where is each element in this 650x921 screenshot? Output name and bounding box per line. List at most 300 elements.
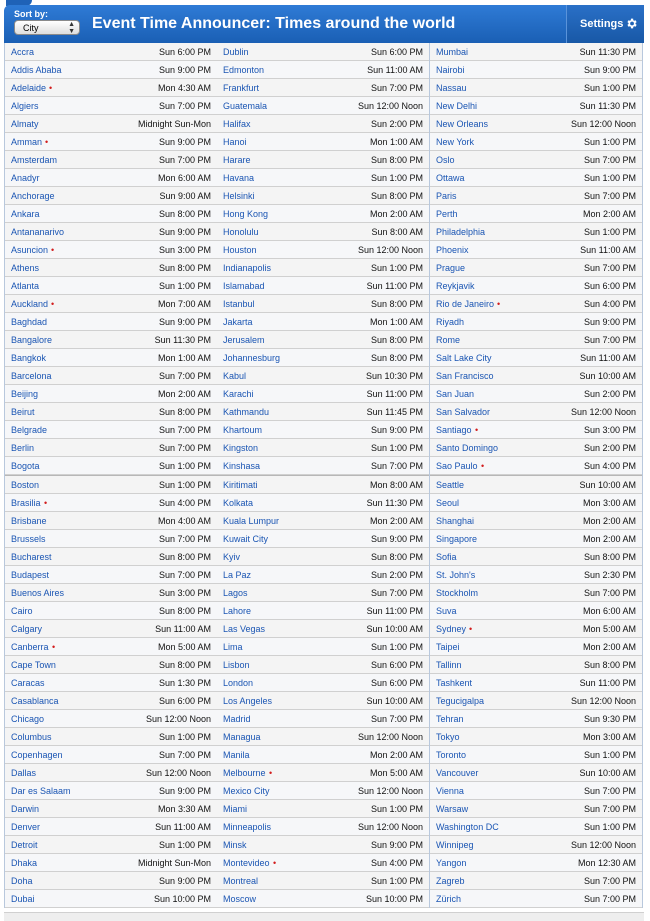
city-row xyxy=(5,512,217,530)
city-link[interactable]: Budapest xyxy=(11,570,50,580)
city-row xyxy=(217,241,429,259)
city-link[interactable]: Columbus xyxy=(11,732,52,742)
city-link[interactable]: Cairo xyxy=(11,606,33,616)
city-time: Sun 12:00 Noon xyxy=(570,119,636,129)
city-link[interactable]: Cape Town xyxy=(11,660,56,670)
city-time: Sun 4:00 PM xyxy=(158,498,211,508)
city-link[interactable]: Nassau xyxy=(436,83,467,93)
city-row xyxy=(217,890,429,908)
city-link[interactable]: Perth xyxy=(436,209,458,219)
city-link[interactable]: Berlin xyxy=(11,443,35,453)
city-row xyxy=(430,602,642,620)
city-link[interactable]: Yangon xyxy=(436,858,467,868)
city-link[interactable]: Jakarta xyxy=(223,317,253,327)
city-link[interactable]: Hanoi xyxy=(223,137,247,147)
city-time: Sun 7:00 PM xyxy=(583,263,636,273)
city-link[interactable]: Salt Lake City xyxy=(436,353,492,363)
dst-marker-icon: • xyxy=(269,768,273,778)
city-time: Sun 6:00 PM xyxy=(370,660,423,670)
city-time: Sun 10:00 AM xyxy=(579,768,636,778)
city-link[interactable]: Sao Paulo xyxy=(436,461,478,471)
city-time: Mon 2:00 AM xyxy=(582,642,636,652)
city-row xyxy=(217,385,429,403)
settings-button[interactable] xyxy=(566,5,644,43)
city-time: Sun 6:00 PM xyxy=(158,696,211,706)
city-row xyxy=(430,656,642,674)
city-time: Sun 4:00 PM xyxy=(583,299,636,309)
city-link[interactable]: Addis Ababa xyxy=(11,65,62,75)
city-time: Mon 2:00 AM xyxy=(582,516,636,526)
city-time: Sun 12:00 Noon xyxy=(357,786,423,796)
city-link[interactable]: Karachi xyxy=(223,389,254,399)
city-link[interactable]: Phoenix xyxy=(436,245,469,255)
city-time: Sun 1:00 PM xyxy=(158,732,211,742)
city-time: Sun 7:00 PM xyxy=(158,101,211,111)
city-time: Sun 7:00 PM xyxy=(370,461,423,471)
city-row xyxy=(430,584,642,602)
city-link[interactable]: Detroit xyxy=(11,840,38,850)
city-row xyxy=(217,530,429,548)
city-link[interactable]: Tashkent xyxy=(436,678,473,688)
city-row xyxy=(5,890,217,908)
city-link[interactable]: Oslo xyxy=(436,155,455,165)
city-time: Sun 8:00 AM xyxy=(371,227,423,237)
city-link[interactable]: Anchorage xyxy=(11,191,55,201)
city-link[interactable]: Zürich xyxy=(436,894,462,904)
city-link[interactable]: Toronto xyxy=(436,750,467,760)
city-link[interactable]: Ankara xyxy=(11,209,40,219)
city-time: Sun 7:00 PM xyxy=(583,894,636,904)
city-link[interactable]: Stockholm xyxy=(436,588,479,598)
city-row xyxy=(217,259,429,277)
city-link[interactable]: Kinshasa xyxy=(223,461,261,471)
city-row xyxy=(5,494,217,512)
city-row xyxy=(430,439,642,457)
city-link[interactable]: Hong Kong xyxy=(223,209,269,219)
city-link[interactable]: Auckland xyxy=(11,299,49,309)
city-link[interactable]: Atlanta xyxy=(11,281,40,291)
city-link[interactable]: Amsterdam xyxy=(11,155,58,165)
city-row xyxy=(430,295,642,313)
city-time: Mon 6:00 AM xyxy=(582,606,636,616)
city-link[interactable]: Brussels xyxy=(11,534,46,544)
city-link[interactable]: Johannesburg xyxy=(223,353,281,363)
city-link[interactable]: Frankfurt xyxy=(223,83,260,93)
city-link[interactable]: Kingston xyxy=(223,443,259,453)
city-link[interactable]: Madrid xyxy=(223,714,251,724)
city-link[interactable]: London xyxy=(223,678,254,688)
city-link[interactable]: Moscow xyxy=(223,894,257,904)
city-link[interactable]: Taipei xyxy=(436,642,460,652)
city-link[interactable]: Edmonton xyxy=(223,65,265,75)
city-row xyxy=(430,331,642,349)
city-link[interactable]: Caracas xyxy=(11,678,45,688)
city-link[interactable]: Algiers xyxy=(11,101,39,111)
city-link[interactable]: Denver xyxy=(11,822,41,832)
city-row xyxy=(430,548,642,566)
city-link[interactable]: Santo Domingo xyxy=(436,443,499,453)
city-link[interactable]: Beijing xyxy=(11,389,39,399)
city-link[interactable]: New Orleans xyxy=(436,119,489,129)
city-link[interactable]: Reykjavik xyxy=(436,281,475,291)
city-time: Sun 2:00 PM xyxy=(370,119,423,129)
city-link[interactable]: Kiritimati xyxy=(223,480,258,490)
city-time: Sun 1:00 PM xyxy=(370,804,423,814)
city-row xyxy=(217,800,429,818)
city-time: Mon 3:00 AM xyxy=(582,732,636,742)
city-link[interactable]: Brisbane xyxy=(11,516,47,526)
city-link[interactable]: Beirut xyxy=(11,407,35,417)
city-row xyxy=(217,97,429,115)
dst-marker-icon: • xyxy=(52,642,56,652)
city-row xyxy=(5,205,217,223)
city-link[interactable]: Montevideo xyxy=(223,858,270,868)
city-link[interactable]: Kathmandu xyxy=(223,407,270,417)
city-link[interactable]: Bogota xyxy=(11,461,40,471)
city-row xyxy=(5,457,217,475)
city-time: Sun 7:00 PM xyxy=(583,335,636,345)
city-link[interactable]: La Paz xyxy=(223,570,252,580)
city-row xyxy=(217,836,429,854)
city-row xyxy=(5,133,217,151)
city-link[interactable]: Jerusalem xyxy=(223,335,265,345)
city-link[interactable]: Halifax xyxy=(223,119,251,129)
city-link[interactable]: Belgrade xyxy=(11,425,48,435)
city-time: Sun 7:00 PM xyxy=(158,750,211,760)
city-link[interactable]: Guatemala xyxy=(223,101,268,111)
city-row xyxy=(430,782,642,800)
city-time: Sun 1:00 PM xyxy=(370,642,423,652)
city-link[interactable]: Paris xyxy=(436,191,457,201)
city-link[interactable]: Anadyr xyxy=(11,173,40,183)
city-column-3 xyxy=(430,43,643,908)
city-link[interactable]: Kuwait City xyxy=(223,534,269,544)
city-row xyxy=(217,457,429,475)
city-row xyxy=(5,367,217,385)
city-link[interactable]: Mexico City xyxy=(223,786,270,796)
city-time: Sun 1:00 PM xyxy=(158,480,211,490)
city-row xyxy=(5,259,217,277)
city-link[interactable]: Dallas xyxy=(11,768,37,778)
city-time: Sun 6:00 PM xyxy=(158,47,211,57)
city-row xyxy=(5,475,217,494)
city-time: Sun 1:00 PM xyxy=(370,263,423,273)
city-row xyxy=(5,800,217,818)
city-link[interactable]: Baghdad xyxy=(11,317,48,327)
city-link[interactable]: Tallinn xyxy=(436,660,462,670)
city-link[interactable]: Vancouver xyxy=(436,768,479,778)
city-row xyxy=(5,836,217,854)
city-time: Sun 1:00 PM xyxy=(583,83,636,93)
city-row xyxy=(217,656,429,674)
city-link[interactable]: Dublin xyxy=(223,47,249,57)
city-row xyxy=(5,349,217,367)
city-time: Sun 9:00 PM xyxy=(370,425,423,435)
city-link[interactable]: Houston xyxy=(223,245,257,255)
city-row xyxy=(430,259,642,277)
city-link[interactable]: Riyadh xyxy=(436,317,465,327)
city-link[interactable]: Bucharest xyxy=(11,552,52,562)
city-time: Sun 12:00 Noon xyxy=(357,732,423,742)
city-link[interactable]: Darwin xyxy=(11,804,40,814)
city-row xyxy=(430,313,642,331)
city-link[interactable]: Lahore xyxy=(223,606,252,616)
city-time: Sun 11:30 PM xyxy=(366,498,423,508)
city-row xyxy=(217,548,429,566)
city-row xyxy=(430,728,642,746)
city-link[interactable]: Suva xyxy=(436,606,457,616)
city-row xyxy=(430,187,642,205)
city-link[interactable]: Helsinki xyxy=(223,191,255,201)
city-row xyxy=(217,61,429,79)
city-link[interactable]: Bangalore xyxy=(11,335,53,345)
city-link[interactable]: Shanghai xyxy=(436,516,475,526)
city-link[interactable]: Copenhagen xyxy=(11,750,63,760)
city-link[interactable]: Lagos xyxy=(223,588,248,598)
city-time: Sun 12:00 Noon xyxy=(570,840,636,850)
city-link[interactable]: Doha xyxy=(11,876,33,886)
city-link[interactable]: Adelaide xyxy=(11,83,47,93)
city-link[interactable]: Miami xyxy=(223,804,247,814)
city-link[interactable]: San Francisco xyxy=(436,371,494,381)
city-link[interactable]: Lisbon xyxy=(223,660,250,670)
city-link[interactable]: Seattle xyxy=(436,480,465,490)
city-link[interactable]: Calgary xyxy=(11,624,43,634)
city-link[interactable]: Santiago xyxy=(436,425,472,435)
city-link[interactable]: Havana xyxy=(223,173,255,183)
city-time: Mon 2:00 AM xyxy=(369,209,423,219)
city-link[interactable]: Istanbul xyxy=(223,299,255,309)
city-link[interactable]: San Juan xyxy=(436,389,475,399)
city-link[interactable]: Zagreb xyxy=(436,876,465,886)
city-time: Mon 1:00 AM xyxy=(369,137,423,147)
world-times-grid xyxy=(4,43,644,913)
city-link[interactable]: Barcelona xyxy=(11,371,52,381)
city-time: Sun 10:30 PM xyxy=(365,371,423,381)
dst-marker-icon: • xyxy=(469,624,473,634)
city-row xyxy=(217,728,429,746)
city-time: Sun 10:00 AM xyxy=(579,371,636,381)
city-link[interactable]: Philadelphia xyxy=(436,227,486,237)
city-time: Mon 7:00 AM xyxy=(157,299,211,309)
city-time: Sun 11:45 PM xyxy=(366,407,423,417)
city-link[interactable]: Boston xyxy=(11,480,40,490)
city-time: Mon 2:00 AM xyxy=(157,389,211,399)
city-row xyxy=(5,421,217,439)
city-row xyxy=(217,638,429,656)
city-link[interactable]: New York xyxy=(436,137,475,147)
city-link[interactable]: Buenos Aires xyxy=(11,588,65,598)
city-row xyxy=(5,530,217,548)
city-time: Sun 10:00 AM xyxy=(366,624,423,634)
city-time: Mon 3:30 AM xyxy=(157,804,211,814)
page-title: Event Time Announcer: Times around the world xyxy=(92,15,456,32)
city-time: Sun 7:00 PM xyxy=(583,804,636,814)
city-link[interactable]: Dhaka xyxy=(11,858,38,868)
city-time: Sun 1:00 PM xyxy=(370,876,423,886)
city-link[interactable]: Canberra xyxy=(11,642,49,652)
city-link[interactable]: Minneapolis xyxy=(223,822,272,832)
city-link[interactable]: Athens xyxy=(11,263,40,273)
city-link[interactable]: Manila xyxy=(223,750,250,760)
city-link[interactable]: Asuncion xyxy=(11,245,49,255)
city-time: Sun 11:00 AM xyxy=(155,822,211,832)
city-row xyxy=(5,169,217,187)
city-time: Sun 8:00 PM xyxy=(158,606,211,616)
city-link[interactable]: Tegucigalpa xyxy=(436,696,485,706)
city-time: Sun 8:00 PM xyxy=(158,263,211,273)
city-row xyxy=(5,97,217,115)
city-row xyxy=(217,818,429,836)
city-link[interactable]: Accra xyxy=(11,47,35,57)
city-time: Sun 9:00 PM xyxy=(158,786,211,796)
city-row xyxy=(5,692,217,710)
city-row xyxy=(430,43,642,61)
city-link[interactable]: Dubai xyxy=(11,894,35,904)
city-link[interactable]: Amman xyxy=(11,137,43,147)
city-link[interactable]: Antananarivo xyxy=(11,227,65,237)
city-link[interactable]: Singapore xyxy=(436,534,478,544)
city-link[interactable]: Islamabad xyxy=(223,281,265,291)
city-row xyxy=(430,638,642,656)
city-time: Sun 6:00 PM xyxy=(370,47,423,57)
city-link[interactable]: Los Angeles xyxy=(223,696,273,706)
city-row xyxy=(217,746,429,764)
city-link[interactable]: Winnipeg xyxy=(436,840,474,850)
city-time: Sun 6:00 PM xyxy=(370,678,423,688)
city-time: Midnight Sun-Mon xyxy=(137,119,211,129)
city-time: Mon 4:00 AM xyxy=(157,516,211,526)
city-time: Sun 7:00 PM xyxy=(158,570,211,580)
city-time: Sun 2:30 PM xyxy=(583,570,636,580)
city-row xyxy=(430,115,642,133)
city-row xyxy=(430,746,642,764)
city-link[interactable]: Vienna xyxy=(436,786,464,796)
city-row xyxy=(430,692,642,710)
sort-label: Sort by: xyxy=(14,9,49,19)
city-link[interactable]: Managua xyxy=(223,732,261,742)
city-time: Sun 7:00 PM xyxy=(158,534,211,544)
city-row xyxy=(217,710,429,728)
city-row xyxy=(217,367,429,385)
city-link[interactable]: Harare xyxy=(223,155,251,165)
city-link[interactable]: Seoul xyxy=(436,498,460,508)
city-link[interactable]: Kuala Lumpur xyxy=(223,516,280,526)
city-time: Sun 12:00 Noon xyxy=(145,714,211,724)
city-time: Mon 2:00 AM xyxy=(369,750,423,760)
city-link[interactable]: Minsk xyxy=(223,840,247,850)
city-row xyxy=(217,43,429,61)
city-time: Sun 8:00 PM xyxy=(583,660,636,670)
city-row xyxy=(430,385,642,403)
city-link[interactable]: Indianapolis xyxy=(223,263,272,273)
city-link[interactable]: St. John's xyxy=(436,570,476,580)
city-link[interactable]: Tehran xyxy=(436,714,464,724)
city-row xyxy=(217,439,429,457)
city-link[interactable]: Rio de Janeiro xyxy=(436,299,495,309)
city-link[interactable]: Honolulu xyxy=(223,227,259,237)
city-row xyxy=(430,512,642,530)
city-row xyxy=(5,620,217,638)
city-link[interactable]: Mumbai xyxy=(436,47,469,57)
city-row xyxy=(5,331,217,349)
city-row xyxy=(430,241,642,259)
city-link[interactable]: Rome xyxy=(436,335,461,345)
city-row xyxy=(430,674,642,692)
city-link[interactable]: Dar es Salaam xyxy=(11,786,71,796)
city-row xyxy=(430,475,642,494)
dst-marker-icon: • xyxy=(481,461,485,471)
city-column-1 xyxy=(4,43,218,908)
city-link[interactable]: Kabul xyxy=(223,371,247,381)
city-link[interactable]: Sydney xyxy=(436,624,467,634)
city-link[interactable]: New Delhi xyxy=(436,101,478,111)
city-link[interactable]: Almaty xyxy=(11,119,39,129)
city-row xyxy=(5,764,217,782)
city-time: Sun 9:00 PM xyxy=(158,227,211,237)
city-row xyxy=(217,872,429,890)
city-link[interactable]: Ottawa xyxy=(436,173,465,183)
city-link[interactable]: Montreal xyxy=(223,876,259,886)
sort-select[interactable] xyxy=(14,20,80,35)
city-link[interactable]: Prague xyxy=(436,263,466,273)
city-time: Sun 10:00 PM xyxy=(153,894,211,904)
city-time: Sun 12:00 Noon xyxy=(570,407,636,417)
city-time: Mon 1:00 AM xyxy=(157,353,211,363)
city-link[interactable]: Melbourne xyxy=(223,768,266,778)
city-link[interactable]: Khartoum xyxy=(223,425,263,435)
city-time: Midnight Sun-Mon xyxy=(137,858,211,868)
city-link[interactable]: Chicago xyxy=(11,714,45,724)
city-time: Sun 9:00 PM xyxy=(158,137,211,147)
city-link[interactable]: Kolkata xyxy=(223,498,254,508)
city-time: Sun 12:00 Noon xyxy=(357,101,423,111)
city-link[interactable]: Sofia xyxy=(436,552,457,562)
city-link[interactable]: Tokyo xyxy=(436,732,460,742)
city-row xyxy=(217,295,429,313)
city-time: Sun 9:00 PM xyxy=(583,65,636,75)
dst-marker-icon: • xyxy=(45,137,49,147)
city-time: Sun 12:00 Noon xyxy=(357,822,423,832)
city-row xyxy=(5,223,217,241)
city-row xyxy=(217,475,429,494)
city-time: Sun 3:00 PM xyxy=(583,425,636,435)
city-link[interactable]: Brasilia xyxy=(11,498,41,508)
city-link[interactable]: Kyiv xyxy=(223,552,241,562)
city-link[interactable]: Lima xyxy=(223,642,243,652)
dst-marker-icon: • xyxy=(44,498,48,508)
city-time: Sun 1:00 PM xyxy=(583,822,636,832)
city-row xyxy=(217,512,429,530)
city-row xyxy=(5,403,217,421)
city-link[interactable]: San Salvador xyxy=(436,407,491,417)
city-time: Mon 6:00 AM xyxy=(157,173,211,183)
city-link[interactable]: Warsaw xyxy=(436,804,469,814)
city-time: Sun 1:00 PM xyxy=(583,173,636,183)
city-row xyxy=(5,872,217,890)
city-link[interactable]: Casablanca xyxy=(11,696,59,706)
city-time: Mon 12:30 AM xyxy=(577,858,636,868)
city-row xyxy=(217,584,429,602)
city-time: Sun 10:00 PM xyxy=(365,894,423,904)
city-row xyxy=(5,584,217,602)
city-link[interactable]: Nairobi xyxy=(436,65,465,75)
city-link[interactable]: Las Vegas xyxy=(223,624,266,634)
city-link[interactable]: Bangkok xyxy=(11,353,47,363)
city-row xyxy=(430,151,642,169)
city-link[interactable]: Washington DC xyxy=(436,822,499,832)
city-time: Sun 8:00 PM xyxy=(370,552,423,562)
